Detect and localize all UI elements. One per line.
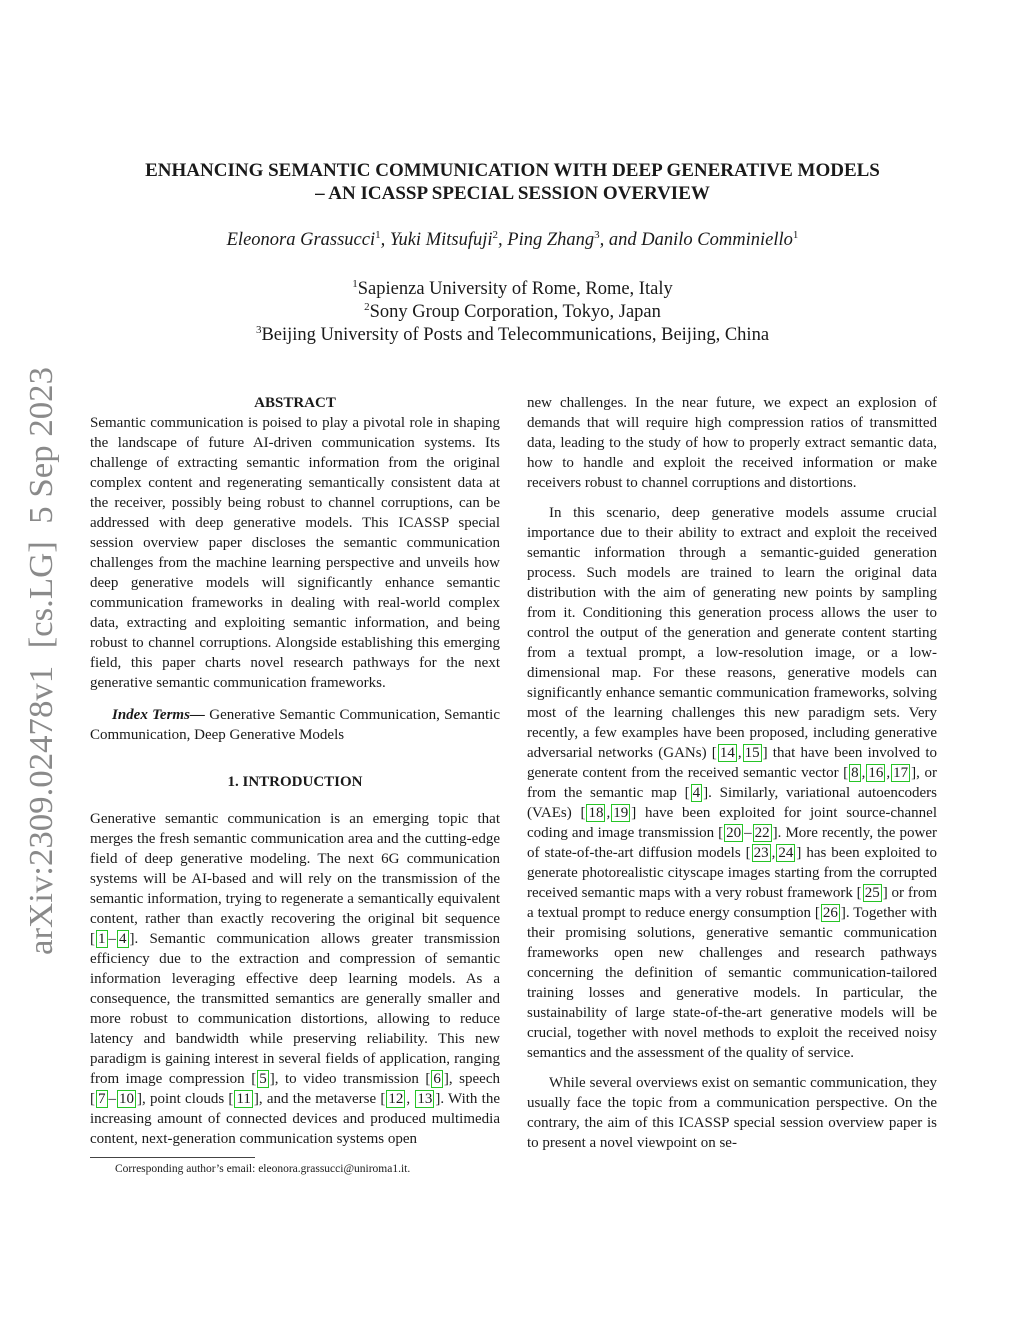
citation-link[interactable]: 22 bbox=[754, 825, 770, 841]
citation-link[interactable]: 5 bbox=[259, 1071, 267, 1087]
paragraph-text: ]. More recently, the power of state-of-the-art diffusion models [ bbox=[527, 825, 937, 861]
author-affiliation-marker: 3 bbox=[594, 228, 600, 241]
citation-link[interactable]: 16 bbox=[868, 765, 884, 781]
citation-link[interactable]: 11 bbox=[236, 1091, 251, 1107]
paragraph-text: ] or from a textual prompt to reduce energy consumption [ bbox=[527, 885, 937, 921]
paragraph-text: , bbox=[861, 765, 866, 781]
corresponding-author-footnote: Corresponding author’s email: eleonora.grassucci@uniroma1.it. bbox=[115, 1163, 411, 1175]
index-terms-text: Generative Semantic Communication, Semantic Communication, Deep Generative Models bbox=[90, 707, 500, 743]
footnote-divider bbox=[90, 1157, 255, 1158]
paragraph-text: ]. With the increasing amount of connected devices and produced multimedia content, next-generation communication systems open bbox=[90, 1091, 500, 1147]
paragraph-text: ], speech [ bbox=[90, 1071, 500, 1107]
affiliation-line bbox=[90, 301, 935, 324]
citation-link[interactable]: 24 bbox=[778, 845, 794, 861]
paragraph-text: ]. Together with their promising solutions, generative semantic communication frameworks open new challenges and research pathways concerning the definition of semantic communication-tailored training losses and generative models. In particular, the sustainability of large state-of-the-art generative models will be crucial, together with novel methods to exploit the received noisy semantics and the assessment of the quality of service. bbox=[527, 905, 937, 1061]
citation-link[interactable]: 1 bbox=[98, 931, 106, 947]
paragraph-text: ]. Similarly, variational autoencoders (VAEs) [ bbox=[527, 785, 937, 821]
intro-paragraph-1-continued bbox=[527, 393, 937, 493]
citation-link[interactable]: 14 bbox=[719, 745, 735, 761]
citation-link[interactable]: 6 bbox=[433, 1071, 441, 1087]
citation-link[interactable]: 13 bbox=[417, 1091, 433, 1107]
author-name: Eleonora Grassucci bbox=[226, 230, 376, 250]
citation-link[interactable]: 23 bbox=[753, 845, 769, 861]
paragraph-text: – bbox=[744, 825, 752, 841]
author-name: Danilo Comminiello bbox=[641, 230, 793, 250]
citation-link[interactable]: 4 bbox=[692, 785, 701, 801]
paragraph-text: , bbox=[771, 845, 776, 861]
citation-link[interactable]: 25 bbox=[864, 885, 880, 901]
citation-link[interactable]: 12 bbox=[388, 1091, 404, 1107]
affiliation-text: Sapienza University of Rome, Rome, Italy bbox=[357, 279, 673, 299]
paragraph-text: – bbox=[108, 931, 116, 947]
affiliation-number: 3 bbox=[255, 323, 262, 336]
paragraph-text: ] have been exploited for joint source-channel coding and image transmission [ bbox=[527, 805, 937, 841]
arxiv-stamp bbox=[12, 365, 68, 955]
intro-paragraph-1 bbox=[90, 809, 500, 1149]
paragraph-text: In this scenario, deep generative models assume crucial importance due to their ability to extract and exploit the received semantic information through a semantic-guided generation process. Such models are trained to learn the original data distribution with the aim of generating new points by sampling from it. Conditioning this generation process allows the user to control the output of the generation and generate content starting from a textual prompt, a low-resolution image, or a low-dimensional map. For these reasons, generative models can significantly enhance semantic communication frameworks, solving most of the learning challenges this new paradigm sets. Very recently, a few examples have been proposed, including generative adversarial networks (GANs) [ bbox=[527, 505, 937, 761]
paragraph-text: , bbox=[737, 745, 742, 761]
paragraph-text: new challenges. In the near future, we expect an explosion of demands that will require high compression ratios of transmitted data, leading to the study of how to properly extract semantic data, how to handle and exploit the received information or make receivers robust to channel corruptions and distortions. bbox=[527, 395, 937, 491]
abstract-text: Semantic communication is poised to play a pivotal role in shaping the landscape of future AI-driven communication systems. Its challenge of extracting semantic information from the original complex content and regenerating semantically consistent data at the receiver, possibly being robust to channel corruptions, can be addressed with deep generative models. This ICASSP special session overview paper discloses the semantic communication challenges from the machine learning perspective and unveils how deep generative models will significantly enhance semantic communication frameworks in dealing with real-world complex data, extracting and exploiting semantic information, and being robust to channel corruptions. Alongside establishing this emerging field, this paper charts novel research pathways for the next generative semantic communication frameworks. bbox=[90, 415, 500, 691]
author-name: Ping Zhang bbox=[507, 230, 595, 250]
citation-link[interactable]: 10 bbox=[119, 1091, 134, 1107]
paper-title-line-1: ENHANCING SEMANTIC COMMUNICATION WITH DEEP GENERATIVE MODELS bbox=[145, 160, 880, 181]
paragraph-text: , bbox=[886, 765, 891, 781]
affiliation-line bbox=[90, 324, 935, 347]
paper-title-line-2: – AN ICASSP SPECIAL SESSION OVERVIEW bbox=[315, 183, 710, 204]
arxiv-stamp-text: arXiv:2309.02478v1 [cs.LG] 5 Sep 2023 bbox=[23, 380, 60, 955]
citation-link[interactable]: 17 bbox=[893, 765, 909, 781]
paragraph-text: , bbox=[606, 805, 611, 821]
paragraph-text: Generative semantic communication is an emerging topic that merges the fresh semantic communication area and the cutting-edge field of deep generative modeling. The next 6G communication systems will be AI-based and will rely on the transmission of the semantic information, trying to regenerate a semantically equivalent content, rather than exactly recovering the original bit sequence [ bbox=[90, 811, 500, 947]
author-affiliation-marker: 1 bbox=[792, 228, 799, 241]
author-affiliation-marker: 1 bbox=[375, 228, 381, 241]
affiliation-text: Beijing University of Posts and Telecommunications, Beijing, China bbox=[261, 325, 770, 345]
paragraph-text: , bbox=[406, 1091, 415, 1107]
paragraph-text: ], to video transmission [ bbox=[269, 1071, 431, 1087]
paragraph-text: ] that have been involved to generate content from the received semantic vector [ bbox=[527, 745, 938, 781]
paragraph-text: ], and the metaverse [ bbox=[253, 1091, 386, 1107]
author-separator: , and bbox=[599, 230, 642, 250]
paragraph-text: ] has been exploited to generate photorealistic cityscape images starting from the corrupted received semantic maps with a very robust framework [ bbox=[527, 845, 937, 901]
author-affiliation-marker: 2 bbox=[492, 228, 499, 241]
right-column bbox=[527, 393, 937, 1153]
paragraph-text: ]. Semantic communication allows greater transmission efficiency due to the extraction and compression of semantic information leveraging effective deep learning models. As a consequence, the transmitted semantics are generally smaller and more robust to communication distortions, allowing to reduce latency and bandwidth while preserving reliability. This new paradigm is gaining interest in several fields of application, ranging from image compression [ bbox=[90, 931, 500, 1087]
abstract-heading: ABSTRACT bbox=[254, 395, 336, 411]
citation-link[interactable]: 19 bbox=[613, 805, 629, 821]
author-list bbox=[90, 230, 935, 251]
citation-link[interactable]: 7 bbox=[98, 1091, 106, 1107]
citation-link[interactable]: 8 bbox=[851, 765, 859, 781]
citation-link[interactable]: 18 bbox=[588, 805, 604, 821]
paragraph-text: – bbox=[108, 1091, 116, 1107]
intro-paragraph-2 bbox=[527, 503, 937, 1063]
citation-link[interactable]: 15 bbox=[744, 745, 760, 761]
affiliation-line bbox=[90, 278, 935, 301]
index-terms bbox=[90, 705, 500, 745]
paragraph-text: While several overviews exist on semantic communication, they usually face the topic from a communication perspective. On the contrary, the aim of this ICASSP special session overview paper is to present a novel viewpoint on se- bbox=[527, 1075, 937, 1151]
intro-paragraph-3 bbox=[527, 1073, 937, 1153]
author-name: Yuki Mitsufuji bbox=[389, 230, 493, 250]
author-separator: , bbox=[380, 230, 390, 250]
affiliation-text: Sony Group Corporation, Tokyo, Japan bbox=[369, 302, 661, 322]
introduction-heading: 1. INTRODUCTION bbox=[227, 774, 363, 790]
index-terms-label: Index Terms— bbox=[112, 707, 205, 723]
affiliation-list bbox=[90, 278, 935, 347]
left-column bbox=[90, 393, 500, 1177]
paper-title bbox=[90, 159, 935, 205]
author-separator: , bbox=[498, 230, 508, 250]
citation-link[interactable]: 4 bbox=[119, 931, 127, 947]
affiliation-number: 2 bbox=[364, 300, 370, 313]
citation-link[interactable]: 20 bbox=[726, 825, 742, 841]
affiliation-number: 1 bbox=[352, 277, 358, 290]
paragraph-text: ], or from the semantic map [ bbox=[527, 765, 937, 801]
citation-link[interactable]: 26 bbox=[822, 905, 838, 921]
paragraph-text: ], point clouds [ bbox=[137, 1091, 234, 1107]
